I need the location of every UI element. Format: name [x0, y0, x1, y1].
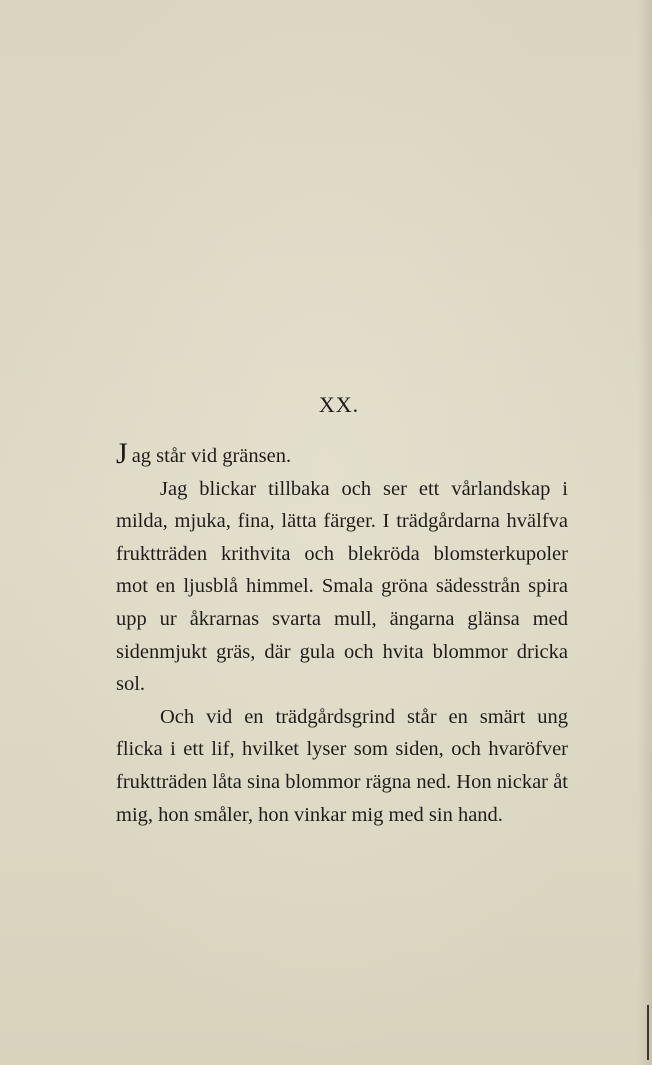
chapter-text [116, 437, 568, 831]
paragraph: Och vid en trädgårdsgrind står en smärt ung flicka i ett lif, hvilket lyser som siden, och hvaröfver fruktträden låta sina blommor rägna ned. Hon nickar åt mig, hon småler, hon vinkar mig med sin hand. [116, 705, 568, 826]
opening-paragraph [116, 437, 568, 473]
chapter-heading: XX. [318, 392, 360, 417]
drop-cap: J [116, 437, 128, 470]
opening-line: ag står vid gränsen. [131, 445, 292, 467]
page-edge-shadow [638, 0, 652, 1065]
page-edge-mark [647, 1005, 649, 1060]
paragraph: Jag blickar tillbaka och ser ett vårlandskap i milda, mjuka, fina, lätta färger. I trädgårdarna hvälfva fruktträden krithvita och blekröda blomsterkupoler mot en ljusblå himmel. Smala gröna sädesstrån spira upp ur åkrarnas svarta mull, ängarna glänsa med sidenmjukt gräs, där gula och hvita blommor dricka sol. [116, 477, 568, 696]
